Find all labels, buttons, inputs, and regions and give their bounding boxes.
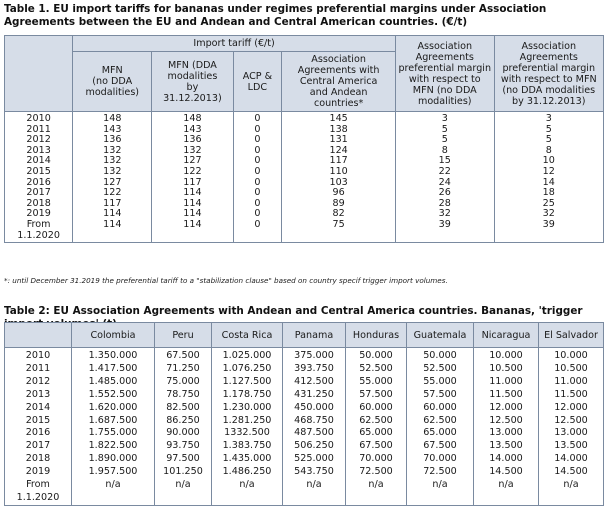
cell-value: 5 bbox=[545, 123, 552, 135]
cell-value: 32 bbox=[542, 208, 555, 220]
colombia-column bbox=[72, 348, 155, 506]
cell-value: 13.500 bbox=[489, 440, 523, 452]
panama-column bbox=[283, 348, 346, 506]
cell-value: 8 bbox=[545, 144, 552, 156]
cell-value: 117 bbox=[183, 176, 202, 188]
cell-value: 3 bbox=[441, 113, 448, 124]
peru-column bbox=[155, 348, 212, 506]
acp-ldc-column bbox=[233, 112, 282, 243]
cell-value: n/a bbox=[563, 479, 579, 491]
cell-value: 5 bbox=[441, 123, 448, 135]
costa-rica-column bbox=[212, 348, 283, 506]
cell-value: 1.890.000 bbox=[88, 453, 138, 465]
cell-value: 60.000 bbox=[359, 401, 393, 413]
cell-value: 136 bbox=[103, 134, 122, 146]
cell-value: 57.500 bbox=[359, 388, 393, 400]
col-header-margin-dda: Association Agreements preferential margin with respect to MFN (no DDA modalities by 31.12.2013) bbox=[494, 36, 603, 112]
cell-value: 11.500 bbox=[489, 388, 523, 400]
cell-value: 2016 bbox=[26, 176, 51, 188]
cell-value: 132 bbox=[103, 155, 122, 167]
trigger-volume-table bbox=[4, 322, 604, 506]
cell-value: 127 bbox=[183, 155, 202, 167]
cell-value: 67.500 bbox=[166, 350, 200, 361]
cell-value: 103 bbox=[329, 176, 348, 188]
cell-value: 0 bbox=[254, 176, 261, 188]
cell-value: 2011 bbox=[26, 123, 51, 135]
cell-value: 10 bbox=[542, 155, 555, 167]
cell-value: 12.000 bbox=[489, 401, 523, 413]
cell-value: 90.000 bbox=[166, 427, 200, 439]
cell-value: 114 bbox=[183, 208, 202, 220]
cell-value: 10.000 bbox=[489, 350, 523, 361]
col-header-costa-rica: Costa Rica bbox=[212, 323, 283, 348]
cell-value: 127 bbox=[103, 176, 122, 188]
cell-value: 10.500 bbox=[489, 362, 523, 374]
cell-value: 2013 bbox=[26, 144, 51, 156]
cell-value: 2018 bbox=[26, 197, 51, 209]
cell-value: 5 bbox=[545, 134, 552, 146]
cell-value: 1.025.000 bbox=[222, 350, 272, 361]
cell-value: 0 bbox=[254, 134, 261, 146]
cell-value: n/a bbox=[175, 479, 191, 491]
cell-value: 1.552.500 bbox=[88, 388, 138, 400]
cell-value: 132 bbox=[103, 144, 122, 156]
cell-value: 2019 bbox=[25, 466, 51, 478]
cell-value: 2013 bbox=[25, 388, 51, 400]
cell-value: 131 bbox=[329, 134, 348, 146]
cell-value: 93.750 bbox=[166, 440, 200, 452]
cell-value: 14 bbox=[542, 176, 555, 188]
cell-value: 0 bbox=[254, 197, 261, 209]
cell-value: 15 bbox=[438, 155, 451, 167]
cell-value: 55.000 bbox=[359, 375, 393, 387]
cell-value: 114 bbox=[183, 187, 202, 199]
cell-value: 1332.500 bbox=[224, 427, 270, 439]
cell-value: 138 bbox=[329, 123, 348, 135]
cell-value: 1.486.250 bbox=[222, 466, 272, 478]
cell-value: 50.000 bbox=[359, 350, 393, 361]
cell-value: 2019 bbox=[26, 208, 51, 220]
cell-value: 114 bbox=[103, 218, 122, 230]
association-column bbox=[282, 112, 396, 243]
cell-value: 1.281.250 bbox=[222, 414, 272, 426]
cell-value: 32 bbox=[438, 208, 451, 220]
cell-value: n/a bbox=[239, 479, 255, 491]
cell-value: n/a bbox=[306, 479, 322, 491]
cell-value: 12.500 bbox=[489, 414, 523, 426]
cell-value: 97.500 bbox=[166, 453, 200, 465]
cell-value: 72.500 bbox=[423, 466, 457, 478]
cell-value: 89 bbox=[332, 197, 345, 209]
cell-value: 57.500 bbox=[423, 388, 457, 400]
cell-value: 0 bbox=[254, 218, 261, 230]
margin-dda-column bbox=[494, 112, 603, 243]
col-header-peru: Peru bbox=[155, 323, 212, 348]
cell-value: 101.250 bbox=[163, 466, 203, 478]
col-header-el-salvador: El Salvador bbox=[539, 323, 604, 348]
cell-value: 55.000 bbox=[423, 375, 457, 387]
year-header-blank bbox=[5, 36, 73, 112]
cell-value: 1.383.750 bbox=[222, 440, 272, 452]
cell-value: 117 bbox=[329, 155, 348, 167]
cell-value: 52.500 bbox=[359, 362, 393, 374]
cell-value: 2010 bbox=[25, 350, 51, 361]
cell-value: 2015 bbox=[26, 165, 51, 177]
cell-value: 2016 bbox=[25, 427, 51, 439]
col-header-colombia: Colombia bbox=[72, 323, 155, 348]
cell-value: 10.500 bbox=[554, 362, 588, 374]
cell-value: 0 bbox=[254, 144, 261, 156]
cell-value: 1.417.500 bbox=[88, 362, 138, 374]
cell-value: 114 bbox=[103, 208, 122, 220]
cell-value: 2015 bbox=[25, 414, 51, 426]
import-tariff-group-header: Import tariff (€/t) bbox=[73, 36, 396, 52]
cell-value: 122 bbox=[103, 187, 122, 199]
cell-value: 62.500 bbox=[359, 414, 393, 426]
cell-value: 117 bbox=[103, 197, 122, 209]
cell-value: 412.500 bbox=[294, 375, 334, 387]
cell-value: 525.000 bbox=[294, 453, 334, 465]
cell-value: 18 bbox=[542, 187, 555, 199]
cell-value: 122 bbox=[183, 165, 202, 177]
cell-value: 25 bbox=[542, 197, 555, 209]
col-header-margin-no-dda: Association Agreements preferential margin with respect to MFN (no DDA modalities) bbox=[395, 36, 494, 112]
table1-title: Table 1. EU import tariffs for bananas under regimes preferential margins under Association Agreements between the EU and Andean and Central American countries. (€/t) bbox=[4, 3, 547, 28]
cell-value: 65.000 bbox=[423, 427, 457, 439]
cell-value: 2017 bbox=[25, 440, 51, 452]
cell-value: 0 bbox=[254, 123, 261, 135]
cell-value: 0 bbox=[254, 165, 261, 177]
cell-value: 114 bbox=[183, 218, 202, 230]
cell-value: 10.000 bbox=[554, 350, 588, 361]
cell-value: 2011 bbox=[25, 362, 51, 374]
cell-value: 14.500 bbox=[554, 466, 588, 478]
cell-value: 5 bbox=[441, 134, 448, 146]
year-header-blank bbox=[5, 323, 72, 348]
cell-value: n/a bbox=[432, 479, 448, 491]
cell-value: 110 bbox=[329, 165, 348, 177]
cell-value: 12 bbox=[542, 165, 555, 177]
cell-value: 506.250 bbox=[294, 440, 334, 452]
cell-value: 60.000 bbox=[423, 401, 457, 413]
cell-value: 1.350.000 bbox=[88, 350, 138, 361]
cell-value: 86.250 bbox=[166, 414, 200, 426]
cell-value: 62.500 bbox=[423, 414, 457, 426]
cell-value: 2014 bbox=[25, 401, 51, 413]
cell-value: 39 bbox=[438, 218, 451, 230]
cell-value: 78.750 bbox=[166, 388, 200, 400]
cell-value: 148 bbox=[103, 113, 122, 124]
cell-value: 1.755.000 bbox=[88, 427, 138, 439]
col-header-association: Association Agreements with Central America and Andean countries* bbox=[282, 52, 396, 112]
cell-value: From 1.1.2020 bbox=[17, 218, 60, 241]
cell-value: 26 bbox=[438, 187, 451, 199]
cell-value: 0 bbox=[254, 187, 261, 199]
tariff-table bbox=[4, 35, 604, 243]
cell-value: 1.957.500 bbox=[88, 466, 138, 478]
cell-value: 393.750 bbox=[294, 362, 334, 374]
col-header-nicaragua: Nicaragua bbox=[474, 323, 539, 348]
cell-value: 2018 bbox=[25, 453, 51, 465]
el-salvador-column bbox=[539, 348, 604, 506]
cell-value: 24 bbox=[438, 176, 451, 188]
cell-value: 71.250 bbox=[166, 362, 200, 374]
cell-value: 67.500 bbox=[423, 440, 457, 452]
mfn-column bbox=[73, 112, 152, 243]
cell-value: 148 bbox=[183, 113, 202, 124]
honduras-column bbox=[346, 348, 407, 506]
cell-value: 11.500 bbox=[554, 388, 588, 400]
year-column bbox=[5, 112, 73, 243]
nicaragua-column bbox=[474, 348, 539, 506]
cell-value: 145 bbox=[329, 113, 348, 124]
cell-value: 65.000 bbox=[359, 427, 393, 439]
cell-value: 143 bbox=[183, 123, 202, 135]
cell-value: 12.500 bbox=[554, 414, 588, 426]
cell-value: 13.500 bbox=[554, 440, 588, 452]
cell-value: 14.000 bbox=[554, 453, 588, 465]
cell-value: 132 bbox=[103, 165, 122, 177]
cell-value: 70.000 bbox=[359, 453, 393, 465]
cell-value: 2014 bbox=[26, 155, 51, 167]
cell-value: 75.000 bbox=[166, 375, 200, 387]
cell-value: 1.620.000 bbox=[88, 401, 138, 413]
cell-value: 375.000 bbox=[294, 350, 334, 361]
mfn-dda-column bbox=[152, 112, 233, 243]
cell-value: 96 bbox=[332, 187, 345, 199]
guatemala-column bbox=[407, 348, 474, 506]
cell-value: 487.500 bbox=[294, 427, 334, 439]
cell-value: 72.500 bbox=[359, 466, 393, 478]
cell-value: 1.435.000 bbox=[222, 453, 272, 465]
col-header-mfn: MFN (no DDA modalities) bbox=[73, 52, 152, 112]
cell-value: 114 bbox=[183, 197, 202, 209]
col-header-panama: Panama bbox=[283, 323, 346, 348]
cell-value: 124 bbox=[329, 144, 348, 156]
cell-value: From 1.1.2020 bbox=[16, 479, 60, 503]
cell-value: 143 bbox=[103, 123, 122, 135]
margin-no-dda-column bbox=[395, 112, 494, 243]
cell-value: 82 bbox=[332, 208, 345, 220]
cell-value: n/a bbox=[368, 479, 384, 491]
cell-value: 70.000 bbox=[423, 453, 457, 465]
cell-value: 2012 bbox=[25, 375, 51, 387]
cell-value: 0 bbox=[254, 208, 261, 220]
col-header-guatemala: Guatemala bbox=[407, 323, 474, 348]
cell-value: 2010 bbox=[26, 113, 51, 124]
cell-value: 1.076.250 bbox=[222, 362, 272, 374]
cell-value: 0 bbox=[254, 113, 261, 124]
cell-value: 136 bbox=[183, 134, 202, 146]
cell-value: 12.000 bbox=[554, 401, 588, 413]
cell-value: 1.822.500 bbox=[88, 440, 138, 452]
cell-value: 75 bbox=[332, 218, 345, 230]
cell-value: 67.500 bbox=[359, 440, 393, 452]
cell-value: 431.250 bbox=[294, 388, 334, 400]
cell-value: 543.750 bbox=[294, 466, 334, 478]
cell-value: 11.000 bbox=[489, 375, 523, 387]
cell-value: n/a bbox=[498, 479, 514, 491]
cell-value: 11.000 bbox=[554, 375, 588, 387]
cell-value: 3 bbox=[545, 113, 552, 124]
cell-value: 14.500 bbox=[489, 466, 523, 478]
cell-value: 22 bbox=[438, 165, 451, 177]
col-header-acp-ldc: ACP & LDC bbox=[233, 52, 282, 112]
cell-value: 468.750 bbox=[294, 414, 334, 426]
cell-value: 132 bbox=[183, 144, 202, 156]
cell-value: 1.485.000 bbox=[88, 375, 138, 387]
cell-value: 39 bbox=[542, 218, 555, 230]
cell-value: 1.230.000 bbox=[222, 401, 272, 413]
cell-value: 13.000 bbox=[489, 427, 523, 439]
cell-value: 450.000 bbox=[294, 401, 334, 413]
cell-value: 1.127.500 bbox=[222, 375, 272, 387]
cell-value: 50.000 bbox=[423, 350, 457, 361]
cell-value: 28 bbox=[438, 197, 451, 209]
cell-value: 14.000 bbox=[489, 453, 523, 465]
cell-value: 1.178.750 bbox=[222, 388, 272, 400]
col-header-honduras: Honduras bbox=[346, 323, 407, 348]
cell-value: n/a bbox=[105, 479, 121, 491]
cell-value: 8 bbox=[441, 144, 448, 156]
cell-value: 52.500 bbox=[423, 362, 457, 374]
table2-title: Table 2: EU Association Agreements with Andean and Central America countries. Bananas, 'trigger bbox=[4, 305, 583, 317]
year-column bbox=[5, 348, 72, 506]
cell-value: 2012 bbox=[26, 134, 51, 146]
cell-value: 2017 bbox=[26, 187, 51, 199]
cell-value: 82.500 bbox=[166, 401, 200, 413]
cell-value: 13.000 bbox=[554, 427, 588, 439]
col-header-mfn-dda: MFN (DDA modalities by 31.12.2013) bbox=[152, 52, 233, 112]
cell-value: 0 bbox=[254, 155, 261, 167]
table1-footnote: *: until December 31.2019 the preferential tariff to a "stabilization clause" based on country specif trigger import volumes. bbox=[4, 276, 448, 285]
cell-value: 1.687.500 bbox=[88, 414, 138, 426]
